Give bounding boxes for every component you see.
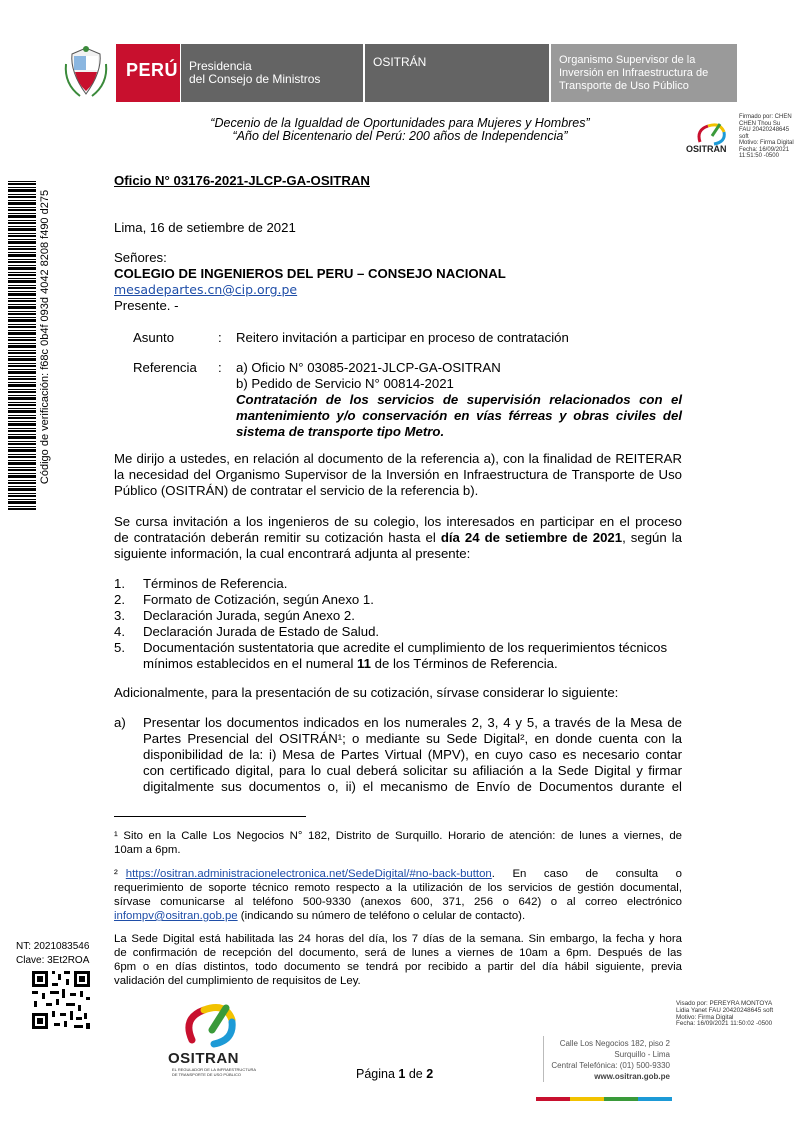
asunto-colon: :: [218, 330, 222, 345]
item-a-line: Presentar los documentos indicados en los numerales 2, 3, 4 y 5, a través de la Mesa de: [143, 715, 682, 730]
recipient: COLEGIO DE INGENIEROS DEL PERU – CONSEJO NACIONAL: [114, 266, 506, 281]
bar-blue: [638, 1097, 672, 1101]
list-number: 5.: [114, 640, 125, 655]
tagline-line: DE TRANSPORTE DE USO PÚBLICO: [172, 1071, 241, 1077]
sede-digital-link[interactable]: https://ositran.administracionelectronica.net/SedeDigital/#no-back-button: [125, 868, 492, 880]
bar-red: [536, 1097, 570, 1101]
list-item: [114, 608, 682, 624]
list-item: [114, 640, 682, 656]
list-number: 1.: [114, 576, 125, 591]
list-item: [114, 576, 682, 592]
phone-line: Central Telefónica: (01) 500-9330: [551, 1061, 670, 1070]
referencia-block: [236, 360, 682, 440]
bar-yellow: [570, 1097, 604, 1101]
p2-line: Se cursa invitación a los ingenieros de su colegio, los interesados en participar en el proceso: [114, 514, 682, 529]
list-number: 2.: [114, 592, 125, 607]
ositran-box: [365, 44, 549, 102]
p2-text: , según la: [622, 530, 682, 545]
list-text: Términos de Referencia.: [143, 576, 288, 591]
decenio-text: “Decenio de la Igualdad de Oportunidades para Mujeres y Hombres”: [210, 116, 590, 130]
p2-text: de contratación deberán remitir su cotización hasta el: [114, 530, 441, 545]
sede-line: La Sede Digital está habilitada las 24 horas del día, los 7 días de la semana. Sin embargo, la fecha y hora: [114, 933, 682, 945]
paragraph-3: Adicionalmente, para la presentación de su cotización, sírvase considerar lo siguiente:: [114, 685, 619, 700]
fn2-text: (indicando su número de teléfono o celular de contacto).: [237, 910, 526, 922]
visado-line: Visado por: PEREYRA MONTOYA: [676, 1000, 773, 1007]
ref-desc-line: Contratación de los servicios de supervisión relacionados con el: [236, 392, 682, 407]
sede-digital-note: [114, 932, 682, 988]
p2-line: [114, 530, 682, 546]
sig-line: Fecha: 16/09/2021: [739, 146, 790, 153]
item-a-line: con certificado digital, para lo cual deberá solicitar su afiliación a la Sede Digital y firmar: [143, 763, 682, 778]
footnote-1: [114, 829, 682, 857]
page-number: [356, 1067, 433, 1081]
item-a-text: [143, 715, 682, 795]
p1-line: la necesidad del Organismo Supervisor de la Inversión en Infraestructura de Transporte de Uso: [114, 467, 682, 482]
sede-line: de confirmación de recepción del documento, será de lunes a viernes de 10am a 6pm. Después de las: [114, 947, 682, 959]
page-current: 1: [398, 1067, 406, 1081]
letter-date: Lima, 16 de setiembre de 2021: [114, 220, 296, 235]
fn2-number: ²: [114, 868, 118, 880]
sig-line: Firmado por: CHEN: [739, 114, 792, 120]
p1-line: Me dirijo a ustedes, en relación al documento de la referencia a), con la finalidad de REITERAR: [114, 451, 682, 466]
item-a-label: a): [114, 715, 126, 730]
oficio-number: Oficio N° 03176-2021-JLCP-GA-OSITRAN: [114, 173, 370, 188]
deadline-date: día 24 de setiembre de 2021: [440, 530, 623, 545]
p2-line: siguiente información, la cual encontrará adjunta al presente:: [114, 546, 471, 561]
list-item: [114, 592, 682, 608]
referencia-label: Referencia: [133, 360, 197, 375]
ositran-swirl-icon: [178, 1000, 248, 1048]
document-list: [114, 576, 682, 672]
peru-label-box: [116, 44, 180, 102]
presidencia-box: [181, 44, 363, 102]
ref-a: a) Oficio N° 03085-2021-JLCP-GA-OSITRAN: [236, 360, 501, 375]
sig-line: Motivo: Firma Digital: [739, 140, 794, 146]
ositran-logo-small: [686, 120, 738, 156]
presidencia-line1: Presidencia: [189, 59, 252, 73]
numeral: 11: [357, 656, 371, 671]
ositran-logo-tagline: [172, 1068, 256, 1077]
p1-line: Público (OSITRÁN) de contratar el servicio de la referencia b).: [114, 483, 479, 498]
tagline-line: EL REGULADOR DE LA INFRAESTRUCTURA: [172, 1067, 257, 1072]
footnote-2: [114, 867, 682, 923]
fn2-text: . En caso de consulta o: [491, 868, 682, 880]
verification-barcode: [8, 180, 36, 510]
bar-green: [604, 1097, 638, 1101]
ref-desc-line: sistema de transporte tipo Metro.: [236, 424, 445, 439]
asunto-label: Asunto: [133, 330, 175, 345]
fn1-line: 10am a 6pm.: [114, 844, 181, 856]
address-line: Calle Los Negocios 182, piso 2: [559, 1039, 670, 1048]
peru-coat-of-arms-icon: [60, 44, 112, 102]
asunto-text: Reitero invitación a participar en proceso de contratación: [236, 330, 569, 345]
verification-code: Código de verificación: f68c 0b4f 093d 4042 8208 f490 d275: [39, 189, 51, 485]
list-number: 3.: [114, 608, 125, 623]
infompv-email-link[interactable]: infompv@ositran.gob.pe: [114, 910, 238, 922]
visado-line: Motivo: Firma Digital: [676, 1013, 734, 1021]
recipient-email-link[interactable]: mesadepartes.cn@cip.org.pe: [114, 282, 298, 297]
paragraph-1: [114, 451, 682, 499]
sig-line: FAU 20420248645: [739, 127, 790, 133]
sig-line: soft: [739, 133, 749, 140]
sig-line: 11:51:50 -0500: [739, 153, 779, 159]
digital-signature-top: [739, 114, 795, 160]
fn2-line: sírvase comunicarse al teléfono 500-9330 (anexos 600, 371, 256 o 642) o al correo electrónico: [114, 896, 682, 908]
sede-line: 6pm o en días distintos, todo documento se tendrá por recibido a partir del día hábil siguiente, previa: [114, 961, 682, 973]
page-mid: de: [405, 1067, 427, 1081]
presente: Presente. -: [114, 298, 179, 313]
nt-number: NT: 2021083546: [16, 941, 90, 952]
sig-line: CHEN Thou Su: [739, 120, 781, 127]
qr-code-icon: [30, 969, 92, 1031]
org-box: [551, 44, 737, 102]
list-text: Documentación sustentatoria que acredite el cumplimiento de los requerimientos técnicos: [143, 640, 668, 655]
list-text: Declaración Jurada, según Anexo 2.: [143, 608, 355, 623]
item-a-line: digitalmente sus documentos o, ii) el mecanismo de Envío de Documentos durante el: [143, 779, 682, 794]
visado-line: Fecha: 16/09/2021 11:50:02 -0500: [676, 1020, 773, 1028]
page-prefix: Página: [356, 1067, 399, 1081]
senores: Señores:: [114, 250, 167, 265]
visado-signature: [676, 1001, 794, 1028]
page-total: 2: [426, 1067, 434, 1081]
item-a-line: Partes Presencial del OSITRÁN¹; o mediante su Sede Digital², en donde cuenta con la: [143, 731, 682, 746]
org-line2: Inversión en Infraestructura de: [559, 67, 709, 79]
list-item-continued: [114, 656, 682, 672]
item-a-line: disponibilidad de la: i) Mesa de Partes Virtual (MPV), en cuyo caso es necesario contar: [143, 747, 682, 762]
footer-address: [548, 1038, 670, 1082]
ositran-logo-footer: [168, 1000, 268, 1080]
clave: Clave: 3Et2ROA: [16, 955, 90, 966]
fn2-line: [114, 909, 682, 923]
org-line3: Transporte de Uso Público: [559, 80, 689, 92]
list-text: mínimos establecidos en el numeral: [143, 656, 358, 671]
peru-label: PERÚ: [126, 60, 179, 80]
fn2-line: [114, 867, 682, 881]
footer-color-bar: [536, 1097, 672, 1101]
paragraph-2: [114, 514, 682, 562]
ositran-logo-small-text: OSITRAN: [686, 144, 727, 154]
fn2-line: requerimiento de soporte técnico remoto respecto a la utilización de los servicios de gestión documental,: [114, 882, 682, 894]
list-text: Formato de Cotización, según Anexo 1.: [143, 592, 374, 607]
ref-b: b) Pedido de Servicio N° 00814-2021: [236, 376, 454, 391]
footer-divider: [543, 1036, 544, 1082]
list-text: Declaración Jurada de Estado de Salud.: [143, 624, 380, 639]
fn1-line: ¹ Sito en la Calle Los Negocios N° 182, Distrito de Surquillo. Horario de atención: de lunes a viernes, de: [114, 830, 682, 842]
item-a: [114, 715, 682, 795]
list-number: 4.: [114, 624, 125, 639]
referencia-colon: :: [218, 360, 222, 375]
website-link[interactable]: www.ositran.gob.pe: [594, 1072, 670, 1081]
presidencia-line2: del Consejo de Ministros: [189, 72, 321, 86]
ref-desc: [236, 392, 682, 440]
ref-desc-line: mantenimiento y/o conservación en vías férreas y obras civiles del: [236, 408, 682, 423]
list-item: [114, 624, 682, 640]
list-text: de los Términos de Referencia.: [371, 656, 558, 671]
footnote-separator: [114, 816, 306, 817]
anio-text: “Año del Bicentenario del Perú: 200 años de Independencia”: [232, 129, 568, 143]
address-line: Surquillo - Lima: [614, 1050, 670, 1059]
sede-line: validación del cumplimiento de requisitos de Ley.: [114, 975, 361, 987]
ositran-label: OSITRÁN: [373, 55, 427, 69]
org-line1: Organismo Supervisor de la: [559, 54, 696, 66]
ositran-logo-footer-text: OSITRAN: [168, 1050, 239, 1067]
visado-line: Lidia Yanet FAU 20420248645 soft: [676, 1006, 774, 1014]
